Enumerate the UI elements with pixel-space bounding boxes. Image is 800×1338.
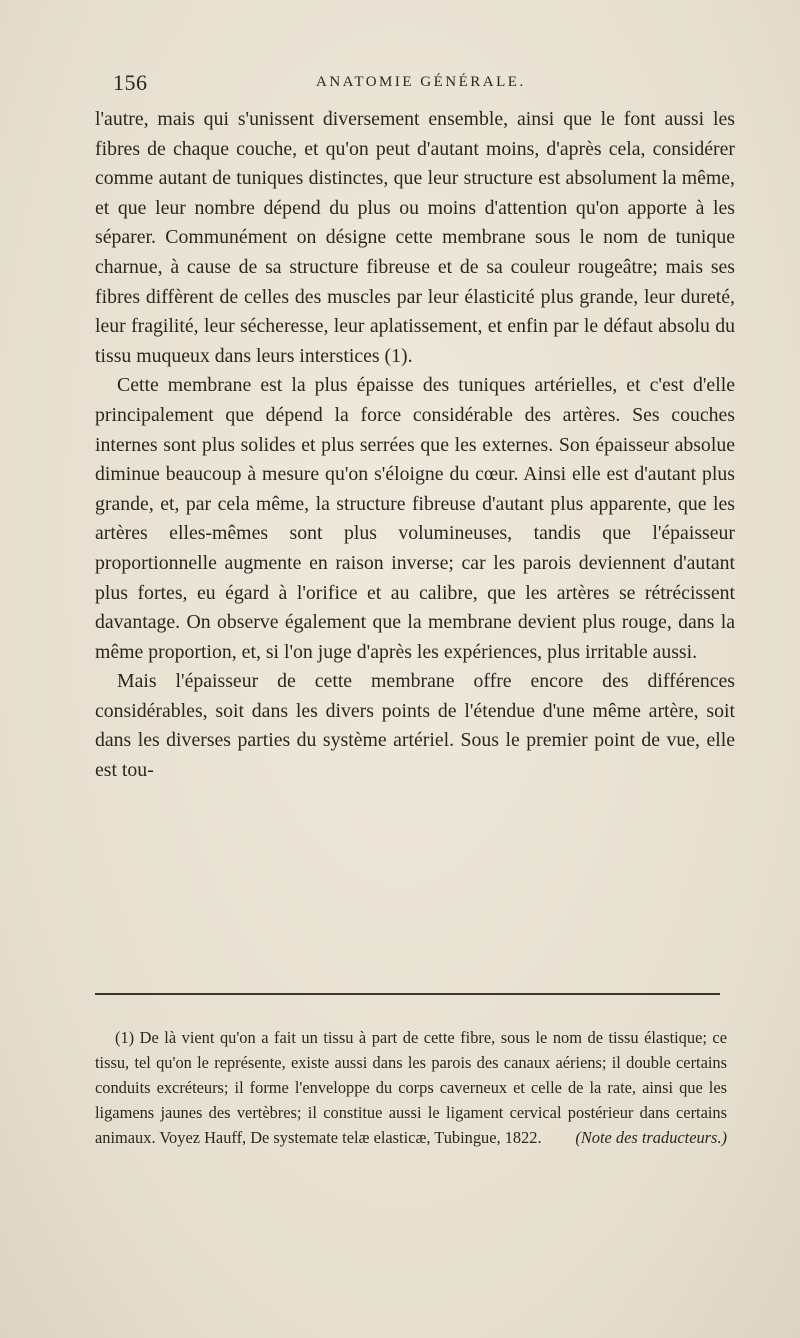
running-head: ANATOMIE GÉNÉRALE. (316, 74, 526, 90)
page-number: 156 (113, 70, 148, 95)
footnote-text: (1) De là vient qu'on a fait un tissu à part de cette fibre, sous le nom de tissu élastique; ce tissu, tel qu'on le représente, existe aussi dans les parois des canaux aériens; il double certains conduits excréteurs; il forme l'enveloppe du corps caverneux et celle de la rate, ainsi que les ligamens jaunes des vertèbres; il constitue aussi le ligament cervical postérieur dans certains animaux. Voyez Hauff, De systemate telæ elasticæ, Tubingue, 1822. (95, 1028, 727, 1147)
footnote-divider (95, 993, 720, 995)
paragraph: l'autre, mais qui s'unissent diversement ensemble, ainsi que le font aussi les fibres de chaque couche, et qu'on peut d'autant moins, d'après cela, considérer comme autant de tuniques distinctes, que leur structure est absolument la même, et que leur nombre dépend du plus ou moins d'attention qu'on apporte à les séparer. Communément on désigne cette membrane sous le nom de tunique charnue, à cause de sa structure fibreuse et de sa couleur rougeâtre; mais ses fibres diffèrent de celles des muscles par leur élasticité plus grande, leur dureté, leur fragilité, leur sécheresse, leur aplatissement, et enfin par le défaut absolu du tissu muqueux dans leurs interstices (1). (95, 108, 735, 367)
footnote-signature: (Note des traducteurs.) (575, 1128, 727, 1147)
body-text (95, 105, 735, 786)
page-header (0, 70, 800, 100)
footnote (95, 1025, 727, 1150)
paragraph: Mais l'épaisseur de cette membrane offre encore des différences considérables, soit dans les divers points de l'étendue d'une même artère, soit dans les diverses parties du système artériel. Sous le premier point de vue, elle est tou- (95, 670, 735, 782)
paragraph: Cette membrane est la plus épaisse des tuniques artérielles, et c'est d'elle principalement que dépend la force considérable des artères. Ses couches internes sont plus solides et plus serrées que les externes. Son épaisseur absolue diminue beaucoup à mesure qu'on s'éloigne du cœur. Ainsi elle est d'autant plus grande, et, par cela même, la structure fibreuse d'autant plus apparente, que les artères elles-mêmes sont plus volumineuses, tandis que l'épaisseur proportionnelle augmente en raison inverse; car les parois deviennent d'autant plus fortes, eu égard à l'orifice et au calibre, que les artères se rétrécissent davantage. On observe également que la membrane devient plus rouge, dans la même proportion, et, si l'on juge d'après les expériences, plus irritable aussi. (95, 374, 735, 663)
